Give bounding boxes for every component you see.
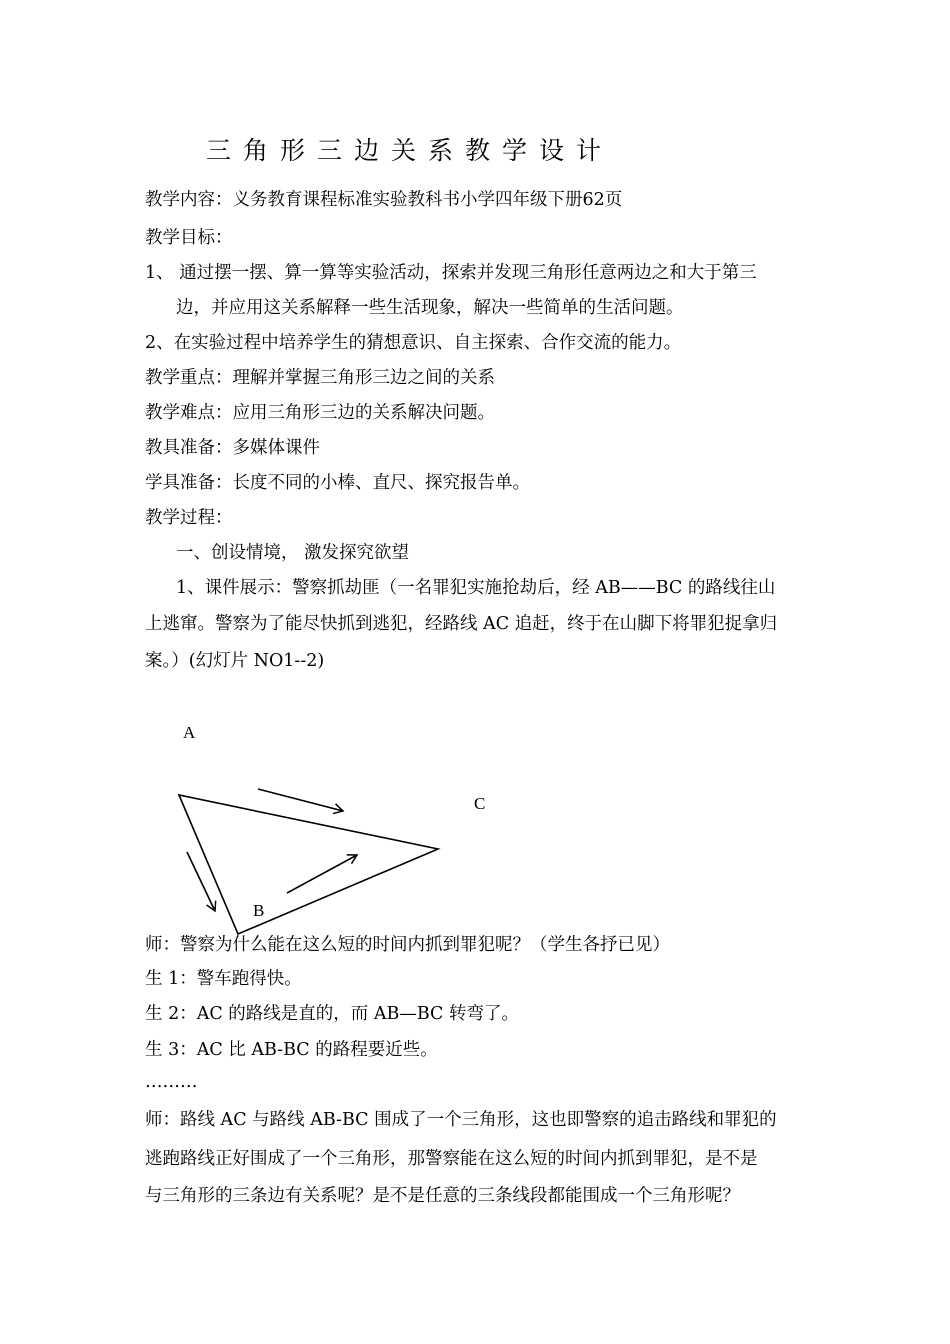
student-1-answer: 生 1：警车跑得快。 [145,969,302,989]
arrow-a-to-b [187,852,215,911]
teacher-summary-line-3: 与三角形的三条边有关系呢？是不是任意的三条线段都能围成一个三角形呢？ [145,1186,740,1206]
process-heading: 教学过程： [145,508,233,528]
goal-2: 2、在实验过程中培养学生的猜想意识、自主探索、合作交流的能力。 [145,333,682,353]
teacher-tools: 教具准备：多媒体课件 [145,438,320,458]
teaching-content: 教学内容：义务教育课程标准实验教科书小学四年级下册62页 [145,190,623,210]
vertex-label-a: A [183,723,196,742]
student-tools: 学具准备：长度不同的小棒、直尺、探究报告单。 [145,473,530,493]
vertex-label-b: B [253,901,265,920]
triangle-shape [179,795,438,934]
ellipsis: ……… [145,1072,198,1092]
key-point: 教学重点：理解并掌握三角形三边之间的关系 [145,368,495,388]
vertex-label-c: C [474,794,486,813]
student-3-answer: 生 3：AC 比 AB-BC 的路程要近些。 [145,1040,438,1060]
document-title: 三角形三边关系教学设计 [206,136,614,165]
difficulty: 教学难点：应用三角形三边的关系解决问题。 [145,403,495,423]
triangle-route-diagram [140,710,500,940]
paragraph-1-line-3: 案。）(幻灯片 NO1--2) [145,651,325,671]
teacher-summary-line-1: 师：路线 AC 与路线 AB-BC 围成了一个三角形，这也即警察的追击路线和罪犯的 [145,1110,777,1130]
goal-1-line-1: 1、 通过摆一摆、算一算等实验活动，探索并发现三角形任意两边之和大于第三 [145,263,757,283]
section-1-heading: 一、创设情境， 激发探究欲望 [176,543,410,563]
teacher-question: 师：警察为什么能在这么短的时间内抓到罪犯呢？（学生各抒已见） [145,935,670,955]
paragraph-1-line-2: 上逃窜。警察为了能尽快抓到逃犯，经路线 AC 追赶，终于在山脚下将罪犯捉拿归 [145,614,778,634]
paragraph-1-line-1: 1、课件展示：警察抓劫匪（一名罪犯实施抢劫后，经 AB——BC 的路线往山 [176,578,776,598]
teacher-summary-line-2: 逃跑路线正好围成了一个三角形，那警察能在这么短的时间内抓到罪犯，是不是 [145,1149,758,1169]
student-2-answer: 生 2：AC 的路线是直的，而 AB—BC 转弯了。 [145,1004,519,1024]
goal-1-line-2: 边，并应用这关系解释一些生活现象，解决一些简单的生活问题。 [176,298,684,318]
arrow-a-to-c [258,789,343,811]
goals-heading: 教学目标： [145,228,233,248]
